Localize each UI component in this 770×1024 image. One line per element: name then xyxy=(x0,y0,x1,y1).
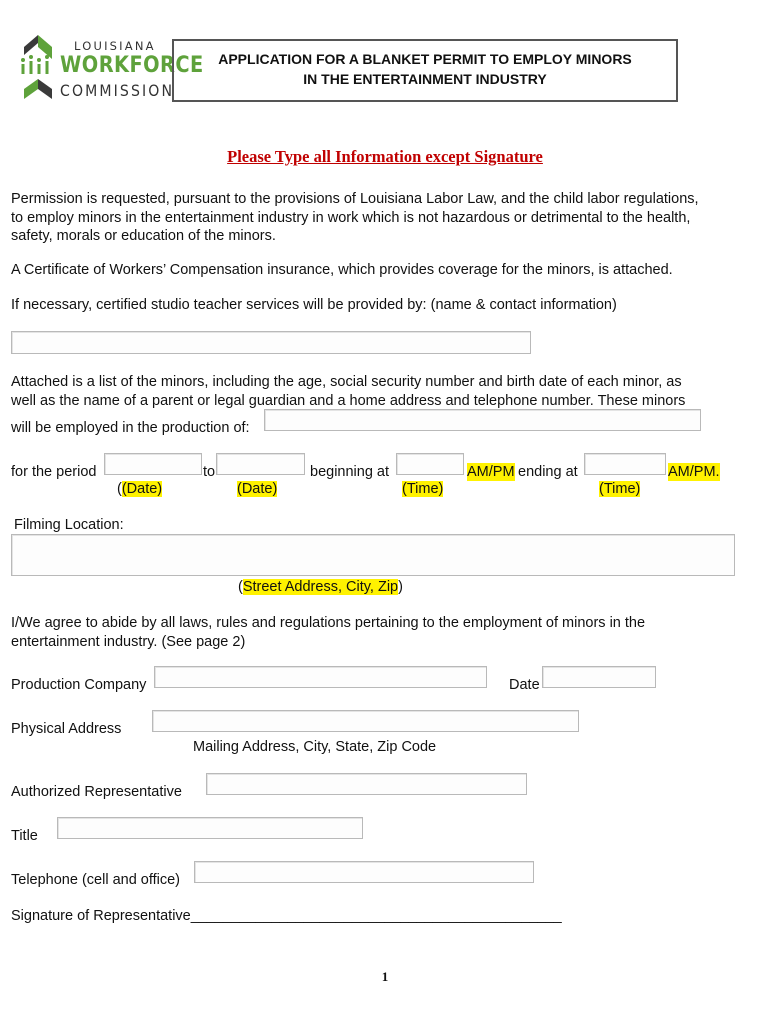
attached-line-2: well as the name of a parent or legal guardian and a home address and telephone number. These minors xyxy=(11,392,686,409)
title-label: Title xyxy=(11,828,38,844)
period-to-date-input[interactable] xyxy=(216,453,305,475)
to-label: to xyxy=(203,464,216,480)
ending-at-label: ending at xyxy=(518,464,578,480)
begin-time-input[interactable] xyxy=(396,453,464,475)
hint-time-1 xyxy=(402,480,443,498)
hint-date-1-text: (Date) xyxy=(121,481,163,497)
beginning-at-label: beginning at xyxy=(310,464,390,480)
instruction-heading: Please Type all Information except Signature xyxy=(227,147,543,166)
permission-line-2: to employ minors in the entertainment industry in work which is not hazardous or detrimental to the health, xyxy=(11,209,691,226)
date-label: Date xyxy=(509,677,540,693)
signature-label: Signature of Representative xyxy=(11,908,191,924)
certificate-statement: A Certificate of Workers’ Compensation insurance, which provides coverage for the minors, is attached. xyxy=(11,262,673,278)
logo-line-commission: COMMISSION xyxy=(60,81,175,100)
logo-mark-icon xyxy=(18,35,58,101)
signature-line[interactable]: ______________________________________________ xyxy=(190,908,562,924)
lwc-logo xyxy=(18,35,204,101)
form-title-line-1: APPLICATION FOR A BLANKET PERMIT TO EMPLOY MINORS xyxy=(218,51,632,67)
for-the-period-label: for the period xyxy=(11,464,97,480)
end-time-input[interactable] xyxy=(584,453,666,475)
hint-time-1-text: (Time) xyxy=(402,481,444,497)
telephone-label: Telephone (cell and office) xyxy=(11,872,181,888)
logo-line-louisiana: LOUISIANA xyxy=(74,39,156,53)
physical-address-label: Physical Address xyxy=(11,721,122,737)
hint-time-2 xyxy=(599,480,640,498)
company-date-input[interactable] xyxy=(542,666,656,688)
hint-date-1: ((Date) xyxy=(117,481,163,497)
agree-line-2: entertainment industry. (See page 2) xyxy=(11,633,246,650)
hint-date-2-text: (Date) xyxy=(237,481,278,497)
permission-line-1: Permission is requested, pursuant to the provisions of Louisiana Labor Law, and the child labor regulations, xyxy=(11,191,699,207)
ampm-end-label: AM/PM. xyxy=(668,464,720,480)
teacher-input[interactable] xyxy=(11,331,531,354)
attached-line-1: Attached is a list of the minors, including the age, social security number and birth date of each minor, as xyxy=(11,374,682,390)
hint-open-paren: ( xyxy=(238,579,243,595)
hint-close-paren: ) xyxy=(398,579,403,595)
filming-location-label: Filming Location: xyxy=(14,517,124,533)
form-title-box xyxy=(172,39,678,102)
signature-row xyxy=(11,907,562,925)
ampm-begin-label: AM/PM xyxy=(467,464,515,480)
hint-date-2 xyxy=(237,480,277,498)
production-company-label: Production Company xyxy=(11,677,147,693)
physical-address-input[interactable] xyxy=(152,710,579,732)
page-number: 1 xyxy=(381,969,389,984)
filming-location-input[interactable] xyxy=(11,534,735,576)
filming-location-hint-text: Street Address, City, Zip xyxy=(242,579,399,595)
title-input[interactable] xyxy=(57,817,363,839)
agree-line-1: I/We agree to abide by all laws, rules and regulations pertaining to the employment of minors in the xyxy=(11,615,646,631)
attached-paragraph xyxy=(11,373,741,410)
production-company-input[interactable] xyxy=(154,666,487,688)
production-input[interactable] xyxy=(264,409,701,431)
mailing-address-hint: Mailing Address, City, State, Zip Code xyxy=(193,739,437,755)
form-title-line-2: IN THE ENTERTAINMENT INDUSTRY xyxy=(303,71,547,87)
filming-location-hint xyxy=(238,578,403,596)
logo-line-workforce: WORKFORCE xyxy=(60,53,204,78)
authorized-representative-label: Authorized Representative xyxy=(11,784,182,800)
agreement-paragraph xyxy=(11,614,741,651)
permission-line-3: safety, morals or education of the minors. xyxy=(11,228,276,244)
telephone-input[interactable] xyxy=(194,861,534,883)
hint-time-2-text: (Time) xyxy=(599,481,641,497)
period-from-date-input[interactable] xyxy=(104,453,202,475)
attached-line-3: will be employed in the production of: xyxy=(11,420,250,436)
permission-paragraph xyxy=(11,190,741,246)
teacher-statement: If necessary, certified studio teacher services will be provided by: (name & contact information) xyxy=(11,297,617,313)
authorized-representative-input[interactable] xyxy=(206,773,527,795)
